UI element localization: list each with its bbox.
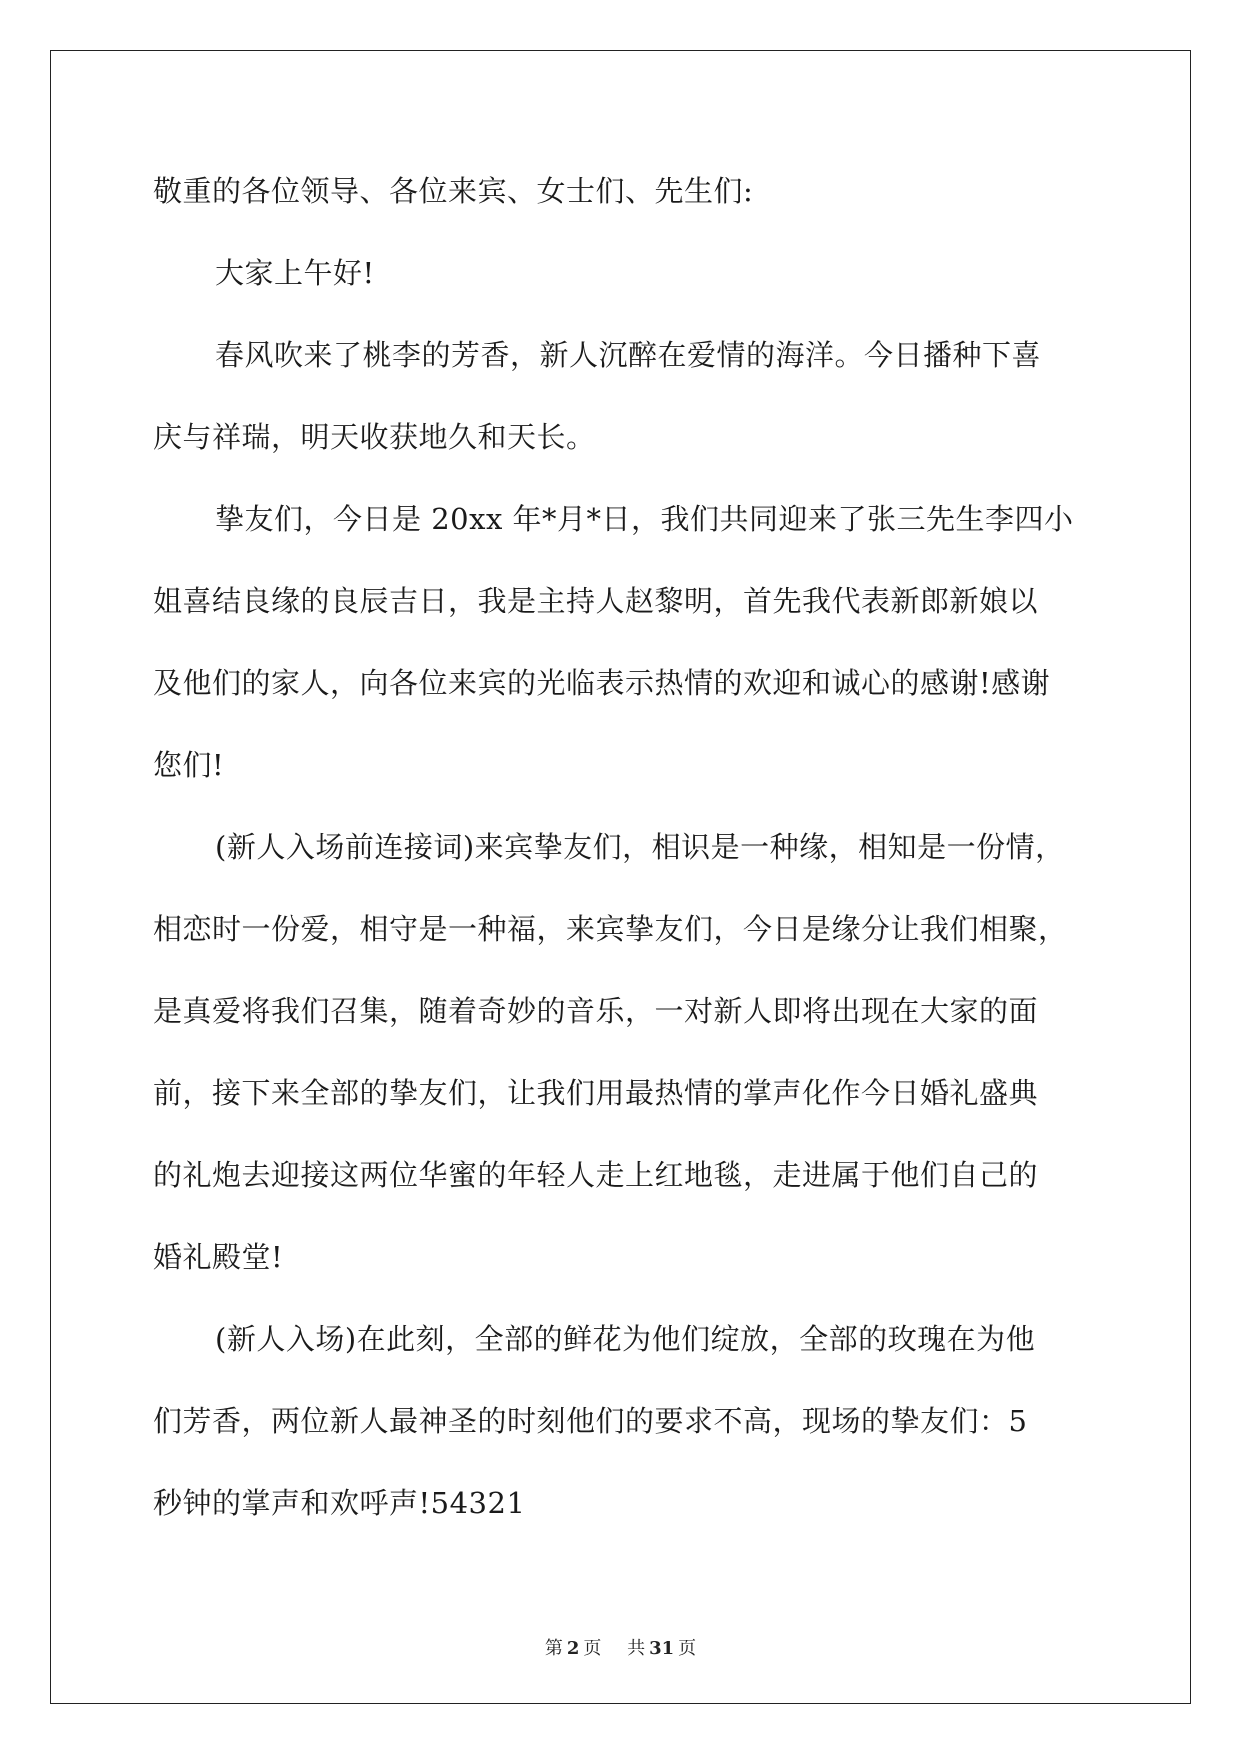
document-body	[153, 150, 1088, 1544]
text-line: 们芳香，两位新人最神圣的时刻他们的要求不高，现场的挚友们：5	[153, 1404, 1028, 1438]
text-line: 敬重的各位领导、各位来宾、女士们、先生们:	[153, 174, 754, 208]
total-pages: 31	[649, 1638, 675, 1659]
text-line: 及他们的家人，向各位来宾的光临表示热情的欢迎和诚心的感谢!感谢	[153, 666, 1051, 700]
text-line: (新人入场)在此刻，全部的鲜花为他们绽放，全部的玫瑰在为他	[215, 1322, 1036, 1356]
text-line: 相恋时一份爱，相守是一种福，来宾挚友们，今日是缘分让我们相聚，	[153, 912, 1068, 946]
text-line: (新人入场前连接词)来宾挚友们，相识是一种缘，相知是一份情，	[215, 830, 1065, 864]
text-line: 秒钟的掌声和欢呼声!54321	[153, 1486, 526, 1520]
text-line: 的礼炮去迎接这两位华蜜的年轻人走上红地毯，走进属于他们自己的	[153, 1158, 1039, 1192]
text-line: 姐喜结良缘的良辰吉日，我是主持人赵黎明，首先我代表新郎新娘以	[153, 584, 1039, 618]
text-line: 婚礼殿堂!	[153, 1240, 284, 1274]
text-line: 前，接下来全部的挚友们，让我们用最热情的掌声化作今日婚礼盛典	[153, 1076, 1039, 1110]
page-footer	[0, 1634, 1241, 1660]
page-suffix: 页	[583, 1638, 602, 1659]
page-number: 2	[566, 1638, 580, 1659]
total-prefix: 共	[627, 1638, 646, 1659]
text-line: 您们!	[153, 748, 225, 782]
text-line: 庆与祥瑞，明天收获地久和天长。	[153, 420, 596, 454]
page-prefix: 第	[544, 1638, 563, 1659]
text-line: 挚友们，今日是 20xx 年*月*日，我们共同迎来了张三先生李四小	[215, 502, 1074, 536]
total-suffix: 页	[678, 1638, 697, 1659]
text-line: 是真爱将我们召集，随着奇妙的音乐，一对新人即将出现在大家的面	[153, 994, 1039, 1028]
text-line: 大家上午好!	[215, 256, 375, 290]
text-line: 春风吹来了桃李的芳香，新人沉醉在爱情的海洋。今日播种下喜	[215, 338, 1042, 372]
